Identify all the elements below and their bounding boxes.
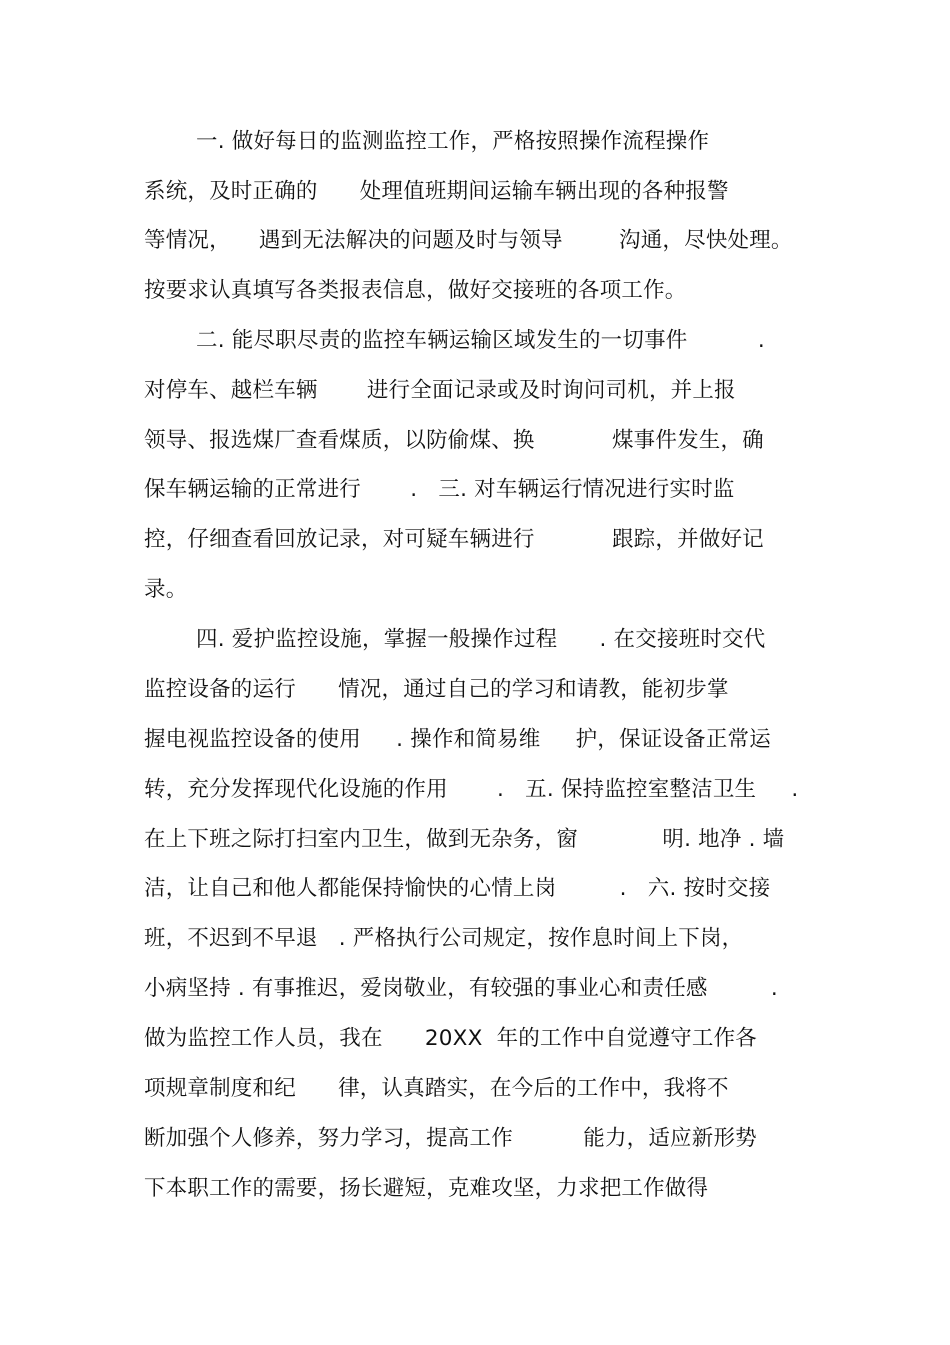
paragraph-line: 控，仔细查看回放记录，对可疑车辆进行 跟踪，并做好记 [144,527,764,552]
paragraph-line: 等情况， 遇到无法解决的问题及时与领导 沟通，尽快处理。 [144,228,793,253]
paragraph-line: 项规章制度和纪 律，认真踏实，在今后的工作中，我将不 [144,1076,729,1101]
paragraph-line: 四. 爱护监控设施，掌握一般操作过程 . 在交接班时交代 [196,627,766,652]
paragraph-line: 下本职工作的需要，扬长避短，克难攻坚，力求把工作做得 [144,1176,709,1201]
paragraph-line: 做为监控工作人员，我在 20XX 年的工作中自觉遵守工作各 [144,1026,757,1051]
paragraph-line: 监控设备的运行 情况，通过自己的学习和请教，能初步掌 [144,677,729,702]
paragraph-line: 班，不迟到不早退 . 严格执行公司规定，按作息时间上下岗， [144,926,744,951]
paragraph-line: 握电视监控设备的使用 . 操作和简易维 护，保证设备正常运 [144,727,771,752]
paragraph-line: 在上下班之际打扫室内卫生，做到无杂务，窗 明. 地净 . 墙 [144,827,785,852]
paragraph-line: 一. 做好每日的监测监控工作，严格按照操作流程操作 [196,129,710,154]
paragraph-line: 转，充分发挥现代化设施的作用 . 五. 保持监控室整洁卫生 . [144,777,799,802]
paragraph-line: 小病坚持 . 有事推迟，爱岗敬业，有较强的事业心和责任感 . [144,976,778,1001]
paragraph-line: 二. 能尽职尽责的监控车辆运输区域发生的一切事件 . [196,328,765,353]
paragraph-line: 领导、报选煤厂查看煤质，以防偷煤、换 煤事件发生，确 [144,428,764,453]
paragraph-line: 洁，让自己和他人都能保持愉快的心情上岗 . 六. 按时交接 [144,876,771,901]
paragraph-line: 系统，及时正确的 处理值班期间运输车辆出现的各种报警 [144,179,729,204]
paragraph-line: 断加强个人修养，努力学习，提高工作 能力，适应新形势 [144,1126,757,1151]
paragraph-line: 对停车、越栏车辆 进行全面记录或及时询问司机，并上报 [144,378,736,403]
paragraph-line: 按要求认真填写各类报表信息，做好交接班的各项工作。 [144,278,687,303]
paragraph-line: 保车辆运输的正常进行 . 三. 对车辆运行情况进行实时监 [144,477,735,502]
paragraph-line: 录。 [144,577,188,602]
